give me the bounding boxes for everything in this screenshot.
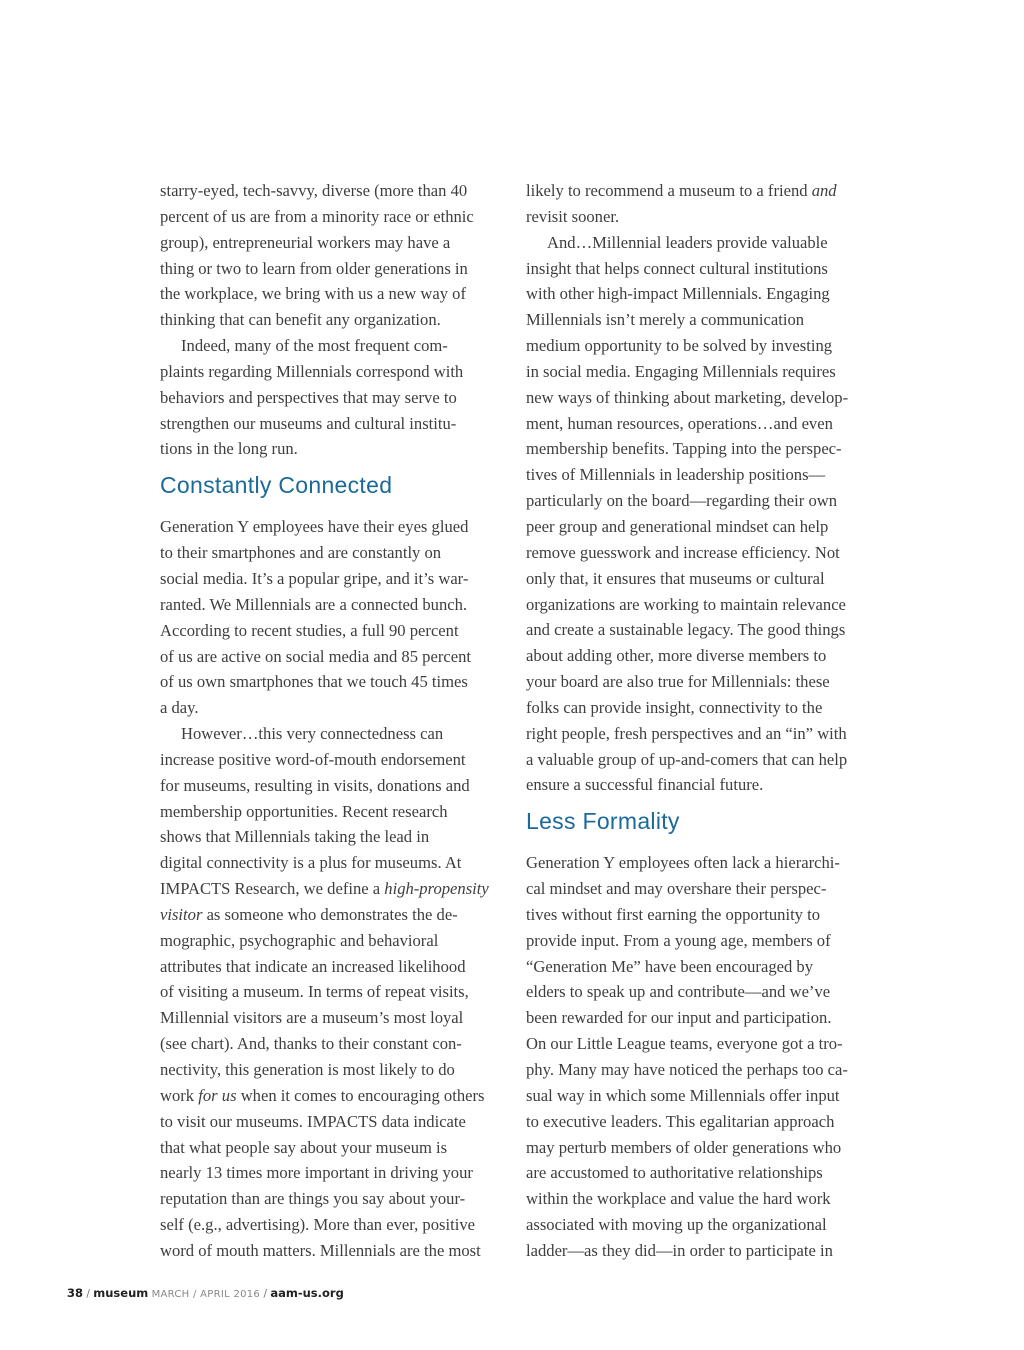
text-line: attributes that indicate an increased likelihood bbox=[160, 956, 466, 976]
left-column bbox=[160, 178, 505, 1264]
text-line: cal mindset and may overshare their perspec- bbox=[526, 879, 827, 899]
text-line: Millennial visitors are a museum’s most loyal bbox=[160, 1008, 464, 1028]
text-line: plaints regarding Millennials correspond with bbox=[160, 361, 464, 381]
text-line bbox=[160, 1083, 505, 1109]
text-line: to executive leaders. This egalitarian approach bbox=[526, 1111, 835, 1131]
text-line: shows that Millennials taking the lead in bbox=[160, 827, 430, 847]
page-number: 38 bbox=[67, 1286, 84, 1300]
text-line: thing or two to learn from older generations in bbox=[160, 258, 468, 278]
text-line: And…Millennial leaders provide valuable bbox=[547, 232, 828, 252]
text-line: revisit sooner. bbox=[526, 206, 620, 226]
text-line: mographic, psychographic and behavioral bbox=[160, 930, 439, 950]
text-line: “Generation Me” have been encouraged by bbox=[526, 956, 814, 976]
text-line: nectivity, this generation is most likely to do bbox=[160, 1060, 455, 1079]
website-link[interactable]: aam-us.org bbox=[270, 1286, 344, 1300]
text-line: tions in the long run. bbox=[160, 439, 298, 459]
text-line: for museums, resulting in visits, donations and bbox=[160, 775, 470, 795]
right-column bbox=[526, 178, 871, 1264]
text-line: to visit our museums. IMPACTS data indicate bbox=[160, 1111, 466, 1131]
text-line: (see chart). And, thanks to their constant con- bbox=[160, 1034, 462, 1054]
text-line bbox=[160, 902, 505, 928]
text-line: phy. Many may have noticed the perhaps too ca- bbox=[526, 1060, 848, 1079]
text-line: the workplace, we bring with us a new way of bbox=[160, 284, 466, 304]
text-line: According to recent studies, a full 90 percent bbox=[160, 620, 459, 640]
text-line: may perturb members of older generations who bbox=[526, 1137, 842, 1157]
text-line: to their smartphones and are constantly on bbox=[160, 543, 442, 563]
text-line: ladder—as they did—in order to participate in bbox=[526, 1240, 833, 1260]
text-line: only that, it ensures that museums or cultural bbox=[526, 568, 825, 588]
text-line: ranted. We Millennials are a connected bunch. bbox=[160, 594, 468, 614]
text-line: your board are also true for Millennials: these bbox=[526, 672, 830, 692]
text-line: and create a sustainable legacy. The good things bbox=[526, 620, 846, 640]
text-line: peer group and generational mindset can help bbox=[526, 516, 829, 536]
text-line: On our Little League teams, everyone got a tro- bbox=[526, 1034, 843, 1054]
text-line: in social media. Engaging Millennials requires bbox=[526, 361, 836, 381]
text-line: of us own smartphones that we touch 45 times bbox=[160, 672, 468, 692]
text-line: nearly 13 times more important in driving your bbox=[160, 1163, 473, 1183]
text-line: medium opportunity to be solved by investing bbox=[526, 336, 833, 356]
text-line: associated with moving up the organizational bbox=[526, 1215, 827, 1235]
text-line: of visiting a museum. In terms of repeat visits, bbox=[160, 982, 469, 1002]
text-line: tives without first earning the opportunity to bbox=[526, 904, 821, 924]
text-line: percent of us are from a minority race or ethnic bbox=[160, 206, 474, 226]
text-line: that what people say about your museum is bbox=[160, 1137, 448, 1157]
text-line: strengthen our museums and cultural institu- bbox=[160, 413, 457, 433]
italic-text: for us bbox=[198, 1085, 237, 1105]
text-line: ensure a successful financial future. bbox=[526, 775, 764, 795]
text-line: thinking that can benefit any organization. bbox=[160, 310, 441, 330]
text-line: are accustomed to authoritative relationships bbox=[526, 1163, 823, 1183]
text-line: with other high-impact Millennials. Engaging bbox=[526, 284, 830, 304]
text-line: new ways of thinking about marketing, develop- bbox=[526, 387, 849, 407]
text-line: digital connectivity is a plus for museums. At bbox=[160, 853, 462, 873]
text-line: ment, human resources, operations…and even bbox=[526, 413, 833, 433]
text-line: about adding other, more diverse members to bbox=[526, 646, 827, 666]
section-heading: Constantly Connected bbox=[160, 472, 393, 499]
magazine-name: museum bbox=[93, 1286, 149, 1300]
text-line: Indeed, many of the most frequent com- bbox=[181, 336, 448, 356]
text-line: insight that helps connect cultural institutions bbox=[526, 258, 828, 278]
text-line: Millennials isn’t merely a communication bbox=[526, 310, 805, 330]
text-line: word of mouth matters. Millennials are the most bbox=[160, 1240, 481, 1260]
section-heading: Less Formality bbox=[526, 808, 680, 835]
text-line: membership opportunities. Recent research bbox=[160, 801, 448, 821]
text-line: elders to speak up and contribute—and we’ve bbox=[526, 982, 831, 1002]
text-segment: IMPACTS Research, we define a bbox=[160, 879, 385, 899]
text-line: tives of Millennials in leadership positions— bbox=[526, 465, 826, 485]
text-line: group), entrepreneurial workers may have a bbox=[160, 232, 451, 252]
footer-separator: / bbox=[86, 1288, 90, 1300]
text-line: However…this very connectedness can bbox=[181, 724, 444, 744]
text-line: remove guesswork and increase efficiency. Not bbox=[526, 542, 840, 562]
italic-text: high-propensity bbox=[384, 879, 489, 899]
text-line bbox=[526, 178, 871, 204]
text-line: Generation Y employees often lack a hierarchi- bbox=[526, 853, 840, 873]
text-line: membership benefits. Tapping into the perspec- bbox=[526, 439, 842, 459]
text-line bbox=[160, 876, 505, 902]
text-segment: likely to recommend a museum to a friend bbox=[526, 181, 812, 200]
page-footer bbox=[67, 1286, 344, 1300]
text-line: particularly on the board—regarding their own bbox=[526, 491, 838, 511]
text-line: organizations are working to maintain relevance bbox=[526, 594, 846, 614]
text-segment: work bbox=[160, 1085, 199, 1105]
text-line: within the workplace and value the hard work bbox=[526, 1189, 831, 1209]
italic-text: visitor bbox=[160, 904, 203, 924]
text-segment: when it comes to encouraging others bbox=[236, 1085, 485, 1105]
text-line: a valuable group of up-and-comers that can help bbox=[526, 749, 848, 769]
text-line: reputation than are things you say about your- bbox=[160, 1189, 466, 1209]
text-line: right people, fresh perspectives and an “in” with bbox=[526, 723, 847, 743]
text-line: starry-eyed, tech-savvy, diverse (more than 40 bbox=[160, 181, 468, 200]
text-segment: as someone who demonstrates the de- bbox=[202, 904, 458, 924]
text-line: self (e.g., advertising). More than ever, positive bbox=[160, 1215, 475, 1235]
text-line: a day. bbox=[160, 698, 199, 718]
text-line: folks can provide insight, connectivity to the bbox=[526, 697, 823, 717]
text-line: behaviors and perspectives that may serve to bbox=[160, 387, 457, 407]
issue-date: MARCH / APRIL 2016 bbox=[151, 1289, 261, 1300]
text-line: sual way in which some Millennials offer input bbox=[526, 1085, 840, 1105]
footer-separator: / bbox=[263, 1288, 267, 1300]
text-line: been rewarded for our input and participation. bbox=[526, 1008, 832, 1028]
text-line: social media. It’s a popular gripe, and it’s war- bbox=[160, 568, 469, 588]
text-line: Generation Y employees have their eyes glued bbox=[160, 517, 469, 537]
italic-text: and bbox=[811, 181, 837, 200]
text-line: provide input. From a young age, members of bbox=[526, 930, 831, 950]
text-line: increase positive word-of-mouth endorsement bbox=[160, 749, 466, 769]
text-line: of us are active on social media and 85 percent bbox=[160, 646, 472, 666]
